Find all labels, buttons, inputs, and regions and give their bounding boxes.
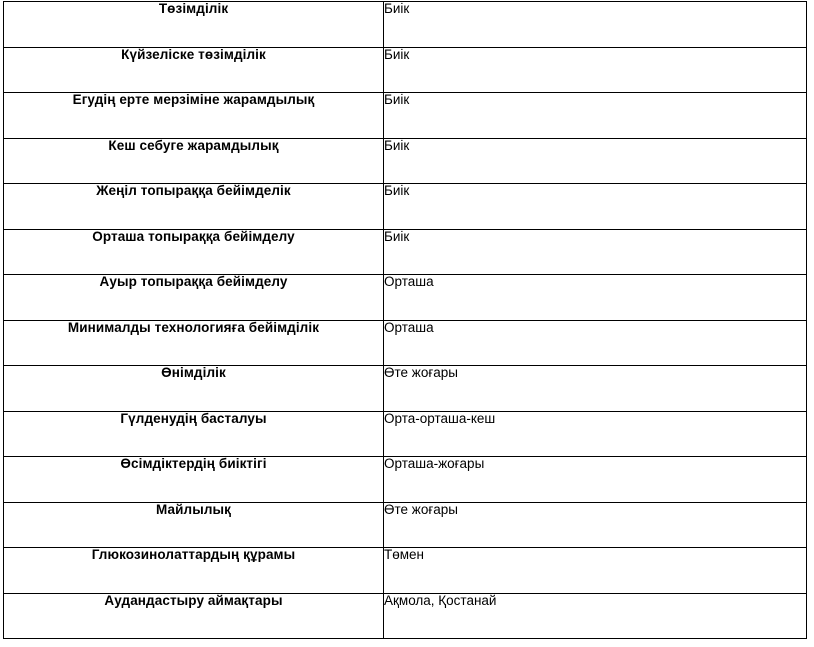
value-cell: Биік	[384, 47, 807, 93]
table-row	[4, 366, 807, 412]
value-cell: Өте жоғары	[384, 502, 807, 548]
attribute-cell: Ауыр топыраққа бейімделу	[4, 275, 384, 321]
value-cell: Орта-орташа-кеш	[384, 411, 807, 457]
table-row	[4, 2, 807, 48]
characteristics-table	[3, 1, 807, 639]
value-cell: Биік	[384, 2, 807, 48]
table-row	[4, 138, 807, 184]
table-body	[4, 2, 807, 639]
attribute-cell: Кеш себуге жарамдылық	[4, 138, 384, 184]
attribute-cell: Өнімділік	[4, 366, 384, 412]
table-row	[4, 411, 807, 457]
attribute-cell: Егудің ерте мерзіміне жарамдылық	[4, 93, 384, 139]
table-row	[4, 593, 807, 639]
table-row	[4, 184, 807, 230]
value-cell: Орташа-жоғары	[384, 457, 807, 503]
table-row	[4, 229, 807, 275]
attribute-cell: Жеңіл топыраққа бейімделік	[4, 184, 384, 230]
value-cell: Ақмола, Қостанай	[384, 593, 807, 639]
value-cell: Орташа	[384, 275, 807, 321]
table-row	[4, 457, 807, 503]
attribute-cell: Глюкозинолаттардың құрамы	[4, 548, 384, 594]
attribute-cell: Аудандастыру аймақтары	[4, 593, 384, 639]
value-cell: Биік	[384, 184, 807, 230]
table-row	[4, 93, 807, 139]
value-cell: Өте жоғары	[384, 366, 807, 412]
value-cell: Биік	[384, 229, 807, 275]
value-cell: Биік	[384, 93, 807, 139]
value-cell: Төмен	[384, 548, 807, 594]
table-row	[4, 548, 807, 594]
attribute-cell: Минималды технологияға бейімділік	[4, 320, 384, 366]
value-cell: Биік	[384, 138, 807, 184]
attribute-cell: Өсімдіктердің биіктігі	[4, 457, 384, 503]
attribute-cell: Майлылық	[4, 502, 384, 548]
attribute-cell: Төзімділік	[4, 2, 384, 48]
attribute-cell: Күйзеліске төзімділік	[4, 47, 384, 93]
value-cell: Орташа	[384, 320, 807, 366]
table-row	[4, 502, 807, 548]
attribute-cell: Гүлденудің басталуы	[4, 411, 384, 457]
table-row	[4, 320, 807, 366]
table-row	[4, 275, 807, 321]
attribute-cell: Орташа топыраққа бейімделу	[4, 229, 384, 275]
table-row	[4, 47, 807, 93]
